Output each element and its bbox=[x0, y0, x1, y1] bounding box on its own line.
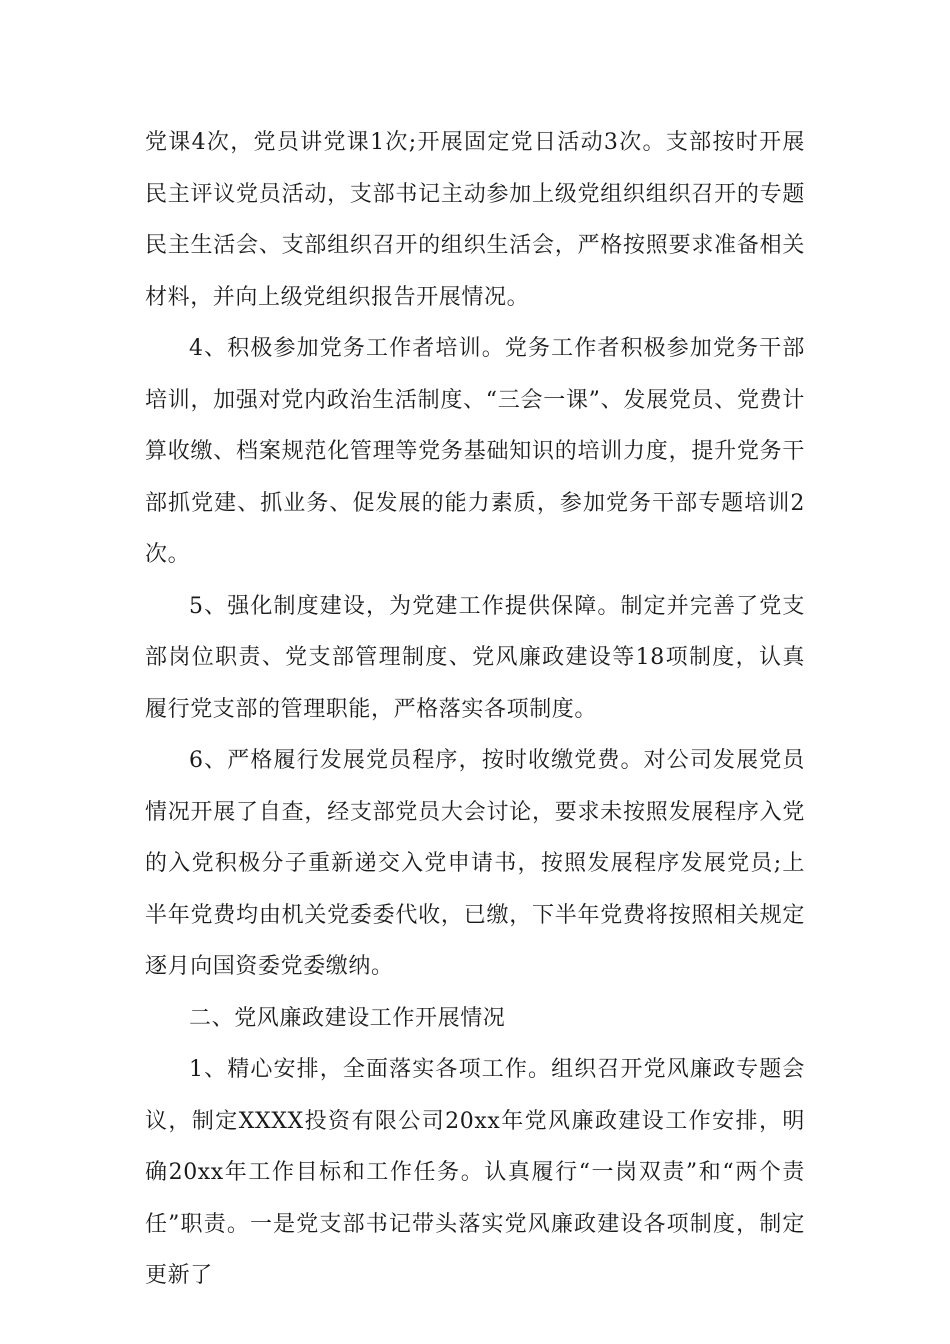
paragraph-party-lessons: 党课4次，党员讲党课1次;开展固定党日活动3次。支部按时开展民主评议党员活动，支部书记主动参加上级党组织组织召开的专题民主生活会、支部组织召开的组织生活会，严格按照要求准备相关材料，并向上级党组织报告开展情况。 bbox=[145, 130, 805, 310]
paragraph-item-5-system-building: 5、强化制度建设，为党建工作提供保障。制定并完善了党支部岗位职责、党支部管理制度、党风廉政建设等18项制度，认真履行党支部的管理职能，严格落实各项制度。 bbox=[145, 593, 805, 722]
paragraph-item-4-training: 4、积极参加党务工作者培训。党务工作者积极参加党务干部培训，加强对党内政治生活制度、“三会一课”、发展党员、党费计算收缴、档案规范化管理等党务基础知识的培训力度，提升党务干部抓党建、抓业务、促发展的能力素质，参加党务干部专题培训2次。 bbox=[145, 336, 805, 567]
section-heading-integrity: 二、党风廉政建设工作开展情况 bbox=[189, 1005, 506, 1031]
document-body bbox=[145, 117, 805, 1302]
paragraph-item-6-member-development: 6、严格履行发展党员程序，按时收缴党费。对公司发展党员情况开展了自查，经支部党员大会讨论，要求未按照发展程序入党的入党积极分子重新递交入党申请书，按照发展程序发展党员;上半年党费均由机关党委委代收，已缴，下半年党费将按照相关规定逐月向国资委党委缴纳。 bbox=[145, 748, 805, 979]
paragraph-item-1-arrangement: 1、精心安排，全面落实各项工作。组织召开党风廉政专题会议，制定XXXX投资有限公司20xx年党风廉政建设工作安排，明确20xx年工作目标和工作任务。认真履行“一岗双责”和“两个责任”职责。一是党支部书记带头落实党风廉政建设各项制度，制定更新了 bbox=[145, 1057, 805, 1288]
